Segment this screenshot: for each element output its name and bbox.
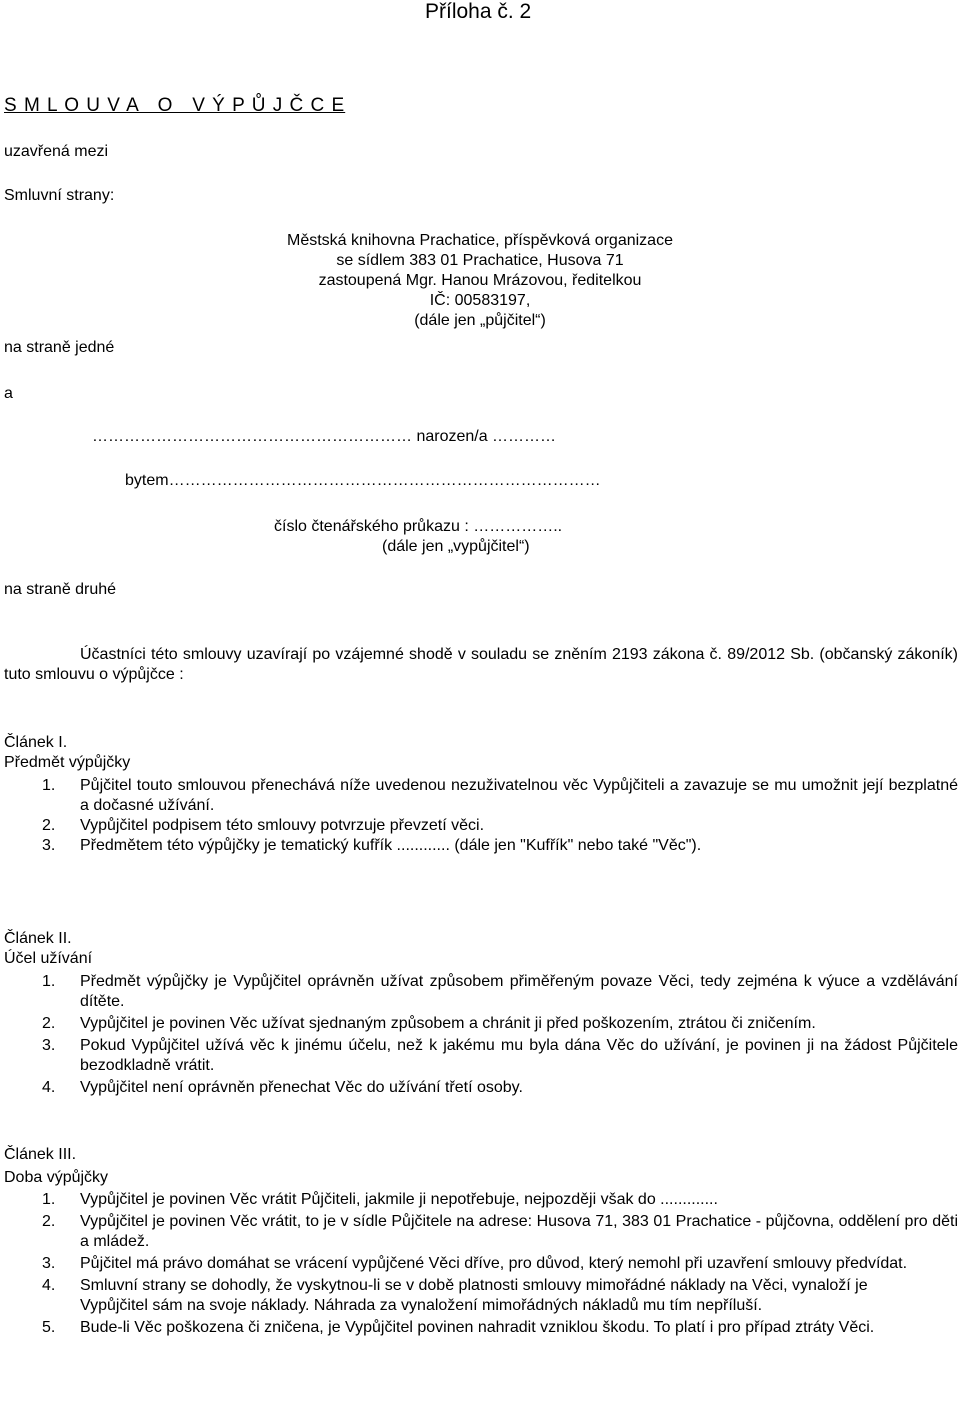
item-text: Vypůjčitel podpisem této smlouvy potvrzuje převzetí věci.	[80, 817, 485, 834]
item-number: 3.	[42, 1255, 56, 1272]
borrower-address-line: bytem………………………………………………………………………	[125, 472, 601, 489]
item-number: 3.	[42, 1037, 56, 1054]
item-text: Vypůjčitel je povinen Věc vrátit, to je v sídle Půjčitele na adrese: Husova 71, 383 01 Prachatice - půjčovna, oddělení pro děti a mládež.	[80, 1213, 958, 1250]
list-item	[0, 1036, 960, 1076]
contract-title: S M L O U V A O V Ý P Ů J Č C E	[4, 95, 346, 116]
list-item	[0, 972, 960, 1012]
article-3-title: Doba výpůjčky	[4, 1169, 109, 1186]
item-text: Vypůjčitel není oprávněn přenechat Věc do užívání třetí osoby.	[80, 1079, 523, 1096]
article-3-list	[0, 1190, 960, 1338]
lender-block	[250, 231, 710, 331]
article-2-heading: Článek II.	[4, 930, 72, 947]
list-item	[0, 1318, 960, 1338]
lender-line-address: se sídlem 383 01 Prachatice, Husova 71	[336, 252, 624, 269]
concluded-between: uzavřená mezi	[4, 143, 109, 160]
item-text: Půjčitel má právo domáhat se vrácení vypůjčené Věci dříve, pro důvod, který nemohl při uzavření smlouvy předvídat.	[80, 1255, 908, 1272]
lender-line-ico: IČ: 00583197,	[429, 292, 531, 309]
item-number: 4.	[42, 1079, 56, 1096]
list-item	[0, 1254, 960, 1274]
borrower-side-label: na straně druhé	[4, 581, 117, 598]
article-1-title: Předmět výpůjčky	[4, 754, 131, 771]
list-item	[0, 1212, 960, 1252]
item-text: Pokud Vypůjčitel užívá věc k jinému účelu, než k jakému mu byla dána Věc do užívání, je povinen ji na žádost Půjčitele bezodkladně vrátit.	[80, 1037, 958, 1074]
lender-line-alias: (dále jen „půjčitel“)	[414, 312, 546, 329]
list-item	[0, 1276, 960, 1316]
item-text: Předmět výpůjčky je Vypůjčitel oprávněn užívat způsobem přiměřeným povaze Věci, tedy zejména k výuce a vzdělávání dítěte.	[80, 973, 958, 1010]
item-number: 2.	[42, 1213, 56, 1230]
list-item	[0, 836, 960, 856]
conjunction-a: a	[4, 385, 13, 402]
article-2-title: Účel užívání	[4, 950, 93, 967]
list-item	[0, 1078, 960, 1098]
item-text: Bude-li Věc poškozena či zničena, je Vypůjčitel povinen nahradit vzniklou škodu. To platí i pro případ ztráty Věci.	[80, 1319, 875, 1336]
article-3-heading: Článek III.	[4, 1146, 77, 1163]
item-number: 2.	[42, 817, 56, 834]
list-item	[0, 1014, 960, 1034]
article-1-heading: Článek I.	[4, 734, 68, 751]
item-text: Vypůjčitel je povinen Věc vrátit Půjčiteli, jakmile ji nepotřebuje, nejpozději však do .............	[80, 1191, 718, 1208]
item-number: 1.	[42, 777, 56, 794]
lender-line-representative: zastoupená Mgr. Hanou Mrázovou, ředitelkou	[318, 272, 642, 289]
list-item	[0, 1190, 960, 1210]
borrower-card-line: číslo čtenářského průkazu : ……………..	[274, 518, 563, 535]
list-item	[0, 816, 960, 836]
lender-line-name: Městská knihovna Prachatice, příspěvková organizace	[287, 232, 673, 249]
borrower-alias-line: (dále jen „vypůjčitel“)	[382, 538, 530, 555]
item-number: 1.	[42, 973, 56, 990]
item-number: 1.	[42, 1191, 56, 1208]
attachment-label: Příloha č. 2	[425, 0, 532, 23]
list-item	[0, 776, 960, 816]
item-number: 2.	[42, 1015, 56, 1032]
intro-paragraph: Účastníci této smlouvy uzavírají po vzájemné shodě v souladu se zněním 2193 zákona č. 89/2012 Sb. (občanský zákoník) tuto smlouvu o výpůjčce :	[4, 646, 958, 683]
article-2-list	[0, 972, 960, 1098]
borrower-name-line: …………………………………………………… narozen/a …………	[92, 428, 557, 445]
article-1-list	[0, 776, 960, 856]
item-number: 3.	[42, 837, 56, 854]
item-text: Předmětem této výpůjčky je tematický kufřík ............ (dále jen "Kufřík" nebo také "Věc").	[80, 837, 702, 854]
item-number: 4.	[42, 1277, 56, 1294]
parties-label: Smluvní strany:	[4, 187, 115, 204]
lender-side-label: na straně jedné	[4, 339, 115, 356]
item-text: Smluvní strany se dohodly, že vyskytnou-li se v době platnosti smlouvy mimořádné náklady na Věci, vynaloží je Vypůjčitel sám na svoje náklady. Náhrada za vynaložení mimořádných nákladů mu tím nepříluší.	[80, 1277, 868, 1314]
item-number: 5.	[42, 1319, 56, 1336]
item-text: Vypůjčitel je povinen Věc užívat sjednaným způsobem a chránit ji před poškozením, ztrátou či zničením.	[80, 1015, 816, 1032]
item-text: Půjčitel touto smlouvou přenechává níže uvedenou nezuživatelnou věc Vypůjčiteli a zavazuje se mu umožnit její bezplatné a dočasné užívání.	[80, 777, 958, 814]
